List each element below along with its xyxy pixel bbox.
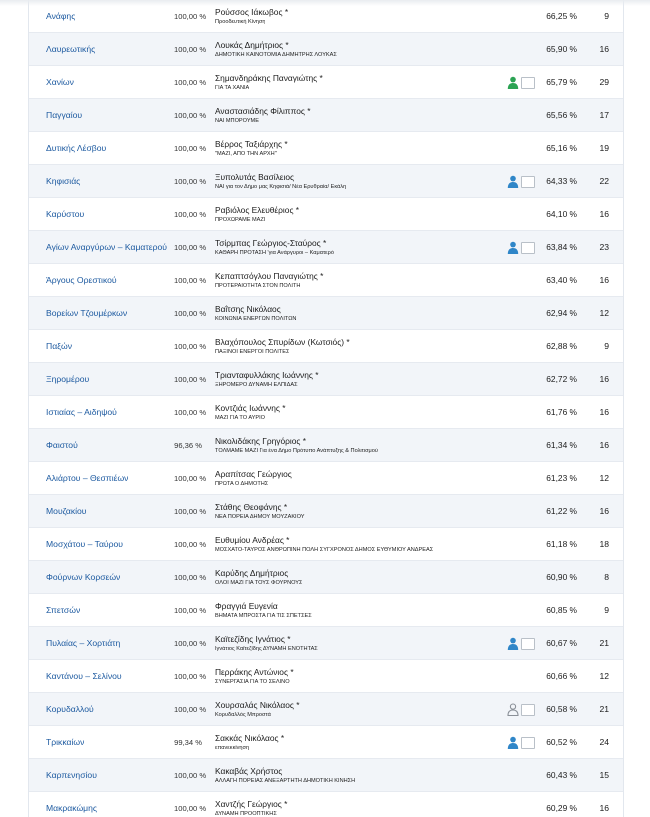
counted-percent: 100,00 % — [174, 408, 207, 417]
table-row — [29, 594, 623, 627]
table-row — [29, 264, 623, 297]
status-indicator — [507, 736, 535, 749]
seats-count: 12 — [599, 473, 609, 483]
seats-count: 24 — [599, 737, 609, 747]
vote-percent: 60,43 % — [546, 770, 577, 780]
counted-percent: 100,00 % — [174, 573, 207, 582]
blue-person-icon — [507, 175, 519, 188]
party-name: ΠΡΟΧΩΡΑΜΕ ΜΑΖΙ — [215, 217, 266, 223]
municipality-link[interactable]: Τρικκαίων — [46, 737, 85, 747]
table-row — [29, 132, 623, 165]
gray-person-icon — [507, 703, 519, 716]
candidate-name: Κεπαπτσόγλου Παναγιώτης * — [215, 271, 324, 281]
vote-percent: 60,52 % — [546, 737, 577, 747]
checkbox[interactable] — [521, 176, 535, 188]
counted-percent: 100,00 % — [174, 111, 207, 120]
table-row — [29, 396, 623, 429]
counted-percent: 100,00 % — [174, 771, 207, 780]
municipality-link[interactable]: Καρπενησίου — [46, 770, 97, 780]
counted-percent: 100,00 % — [174, 375, 207, 384]
candidate-name: Λουκάς Δημήτριος * — [215, 40, 289, 50]
seats-count: 16 — [599, 374, 609, 384]
municipality-link[interactable]: Κορυδαλλού — [46, 704, 94, 714]
candidate-name: Ρούσσος Ιάκωβος * — [215, 7, 289, 17]
seats-count: 8 — [604, 572, 609, 582]
table-row — [29, 363, 623, 396]
table-row — [29, 693, 623, 726]
seats-count: 17 — [599, 110, 609, 120]
party-name: ΠΡΩΤΑ Ο ΔΗΜΟΤΗΣ — [215, 481, 269, 487]
table-row — [29, 561, 623, 594]
checkbox[interactable] — [521, 77, 535, 89]
vote-percent: 60,67 % — [546, 638, 577, 648]
status-indicator — [507, 703, 535, 716]
seats-count: 15 — [599, 770, 609, 780]
municipality-link[interactable]: Καρύστου — [46, 209, 85, 219]
vote-percent: 61,23 % — [546, 473, 577, 483]
candidate-name: Αναστασιάδης Φίλιππος * — [215, 106, 311, 116]
party-name: ΔΥΝΑΜΗ ΠΡΟΟΠΤΙΚΗΣ — [215, 811, 277, 817]
table-row — [29, 528, 623, 561]
candidate-name: Τσίρμπας Γεώργιος-Σταύρος * — [215, 238, 327, 248]
seats-count: 19 — [599, 143, 609, 153]
table-row — [29, 165, 623, 198]
vote-percent: 61,18 % — [546, 539, 577, 549]
counted-percent: 96,36 % — [174, 441, 202, 450]
vote-percent: 60,29 % — [546, 803, 577, 813]
candidate-name: Ευθυμίου Ανδρέας * — [215, 535, 290, 545]
party-name: Ιγνάτιος Καϊτεζίδης ΔΥΝΑΜΗ ΕΝΟΤΗΤΑΣ — [215, 646, 318, 652]
vote-percent: 63,84 % — [546, 242, 577, 252]
blue-person-icon — [507, 241, 519, 254]
candidate-name: Τριανταφυλλάκης Ιωάννης * — [215, 370, 319, 380]
table-row — [29, 330, 623, 363]
municipality-link[interactable]: Ιστιαίας – Αιδηψού — [46, 407, 117, 417]
party-name: ΣΥΝΕΡΓΑΣΙΑ ΓΙΑ ΤΟ ΣΕΛΙΝΟ — [215, 679, 290, 685]
table-row — [29, 627, 623, 660]
seats-count: 12 — [599, 671, 609, 681]
municipality-link[interactable]: Βορείων Τζουμέρκων — [46, 308, 128, 318]
municipality-link[interactable]: Φαιστού — [46, 440, 78, 450]
candidate-name: Βέρρος Ταξιάρχης * — [215, 139, 288, 149]
checkbox[interactable] — [521, 737, 535, 749]
table-row — [29, 759, 623, 792]
blue-person-icon — [507, 736, 519, 749]
seats-count: 16 — [599, 440, 609, 450]
seats-count: 16 — [599, 209, 609, 219]
table-row — [29, 462, 623, 495]
green-person-icon — [507, 76, 519, 89]
table-row — [29, 660, 623, 693]
vote-percent: 65,79 % — [546, 77, 577, 87]
party-name: ΟΛΟΙ ΜΑΖΙ ΓΙΑ ΤΟΥΣ ΦΟΥΡΝΟΥΣ — [215, 580, 303, 586]
table-row — [29, 231, 623, 264]
blue-person-icon — [507, 637, 519, 650]
status-indicator — [507, 175, 535, 188]
counted-percent: 100,00 % — [174, 639, 207, 648]
counted-percent: 100,00 % — [174, 276, 207, 285]
seats-count: 22 — [599, 176, 609, 186]
party-name: ΒΗΜΑΤΑ ΜΠΡΟΣΤΑ ΓΙΑ ΤΙΣ ΣΠΕΤΣΕΣ — [215, 613, 312, 619]
table-row — [29, 297, 623, 330]
status-indicator — [507, 241, 535, 254]
municipality-link[interactable]: Άργους Ορεστικού — [46, 275, 117, 285]
vote-percent: 65,56 % — [546, 110, 577, 120]
party-name: ΠΡΟΤΕΡΑΙΟΤΗΤΑ ΣΤΟΝ ΠΟΛΙΤΗ — [215, 283, 301, 289]
municipality-link[interactable]: Δυτικής Λέσβου — [46, 143, 107, 153]
status-indicator — [507, 637, 535, 650]
vote-percent: 62,88 % — [546, 341, 577, 351]
candidate-name: Ραβιόλος Ελευθέριος * — [215, 205, 300, 215]
seats-count: 16 — [599, 407, 609, 417]
candidate-name: Νικολιδάκης Γρηγόριος * — [215, 436, 307, 446]
vote-percent: 62,72 % — [546, 374, 577, 384]
party-name: ΚΑΘΑΡΗ ΠΡΟΤΑΣΗ 'για Ανάργυροι – Καματερό — [215, 250, 334, 256]
counted-percent: 100,00 % — [174, 12, 207, 21]
candidate-name: Χαντζής Γεώργιος * — [215, 799, 288, 809]
party-name: ΜΟΣΧΑΤΟ-ΤΑΥΡΟΣ ΑΝΘΡΩΠΙΝΗ ΠΟΛΗ ΣΥΓΧΡΟΝΟΣ ΔΗΜΟΣ ΕΥΘΥΜΙΟΥ ΑΝΔΡΕΑΣ — [215, 547, 434, 553]
municipality-link[interactable]: Καντάνου – Σελίνου — [46, 671, 122, 681]
counted-percent: 100,00 % — [174, 243, 207, 252]
checkbox[interactable] — [521, 638, 535, 650]
party-name: ΝΑΙ ΜΠΟΡΟΥΜΕ — [215, 118, 259, 124]
seats-count: 21 — [599, 638, 609, 648]
vote-percent: 60,90 % — [546, 572, 577, 582]
counted-percent: 100,00 % — [174, 309, 207, 318]
candidate-name: Φραγγιά Ευγενία — [215, 601, 278, 611]
municipality-link[interactable]: Φούρνων Κορσεών — [46, 572, 121, 582]
checkbox[interactable] — [521, 242, 535, 254]
vote-percent: 65,90 % — [546, 44, 577, 54]
candidate-name: Καϊτεζίδης Ιγνάτιος * — [215, 634, 291, 644]
counted-percent: 100,00 % — [174, 507, 207, 516]
party-name: ΞΗΡΟΜΕΡΟ ΔΥΝΑΜΗ ΕΛΠΙΔΑΣ — [215, 382, 298, 388]
municipality-link[interactable]: Μοσχάτου – Ταύρου — [46, 539, 123, 549]
table-row — [29, 198, 623, 231]
counted-percent: 100,00 % — [174, 804, 207, 813]
candidate-name: Βαΐτσης Νικόλαος — [215, 304, 281, 314]
top-shadow — [0, 0, 650, 6]
seats-count: 18 — [599, 539, 609, 549]
candidate-name: Χουρσαλάς Νικόλαος * — [215, 700, 300, 710]
municipality-link[interactable]: Αλιάρτου – Θεσπιέων — [46, 473, 129, 483]
seats-count: 9 — [604, 341, 609, 351]
status-indicator — [507, 76, 535, 89]
vote-percent: 62,94 % — [546, 308, 577, 318]
counted-percent: 100,00 % — [174, 540, 207, 549]
party-name: Προοδευτική Κίνηση — [215, 19, 266, 25]
counted-percent: 99,34 % — [174, 738, 202, 747]
party-name: ΑΛΛΑΓΗ ΠΟΡΕΙΑΣ ΑΝΕΞΑΡΤΗΤΗ ΔΗΜΟΤΙΚΗ ΚΙΝΗΣΗ — [215, 778, 356, 784]
vote-percent: 64,10 % — [546, 209, 577, 219]
vote-percent: 64,33 % — [546, 176, 577, 186]
seats-count: 29 — [599, 77, 609, 87]
candidate-name: Κοντζιάς Ιωάννης * — [215, 403, 286, 413]
party-name: ΓΙΑ ΤΑ ΧΑΝΙΑ — [215, 85, 250, 91]
municipality-link[interactable]: Πυλαίας – Χορτιάτη — [46, 638, 121, 648]
municipality-link[interactable]: Μακρακώμης — [46, 803, 98, 813]
municipality-link[interactable]: Παξών — [46, 341, 73, 351]
counted-percent: 100,00 % — [174, 210, 207, 219]
party-name: ΝΕΑ ΠΟΡΕΙΑ ΔΗΜΟΥ ΜΟΥΖΑΚΙΟΥ — [215, 514, 305, 520]
counted-percent: 100,00 % — [174, 45, 207, 54]
left-margin — [0, 0, 28, 817]
party-name: ΚΟΙΝΩΝΙΑ ΕΝΕΡΓΩΝ ΠΟΛΙΤΩΝ — [215, 316, 297, 322]
vote-percent: 60,66 % — [546, 671, 577, 681]
seats-count: 21 — [599, 704, 609, 714]
vote-percent: 65,16 % — [546, 143, 577, 153]
table-row — [29, 429, 623, 462]
counted-percent: 100,00 % — [174, 144, 207, 153]
party-name: ΝΑΙ για τον Δήμο μας Κηφισιά/ Νέα Ερυθραία/ Εκάλη — [215, 184, 347, 190]
candidate-name: Βλαχόπουλος Σπυρίδων (Κωτσιός) * — [215, 337, 350, 347]
counted-percent: 100,00 % — [174, 606, 207, 615]
party-name: "ΜΑΖΙ, ΑΠΟ ΤΗΝ ΑΡΧΗ" — [215, 151, 277, 157]
candidate-name: Περράκης Αντώνιος * — [215, 667, 294, 677]
candidate-name: Στάθης Θεοφάνης * — [215, 502, 288, 512]
vote-percent: 60,58 % — [546, 704, 577, 714]
candidate-name: Σακκάς Νικόλαος * — [215, 733, 285, 743]
party-name: ΤΟΛΜΑΜΕ ΜΑΖΙ Για ένα Δήμο Πρότυπο Ανάπτυξης & Πολιτισμού — [215, 448, 378, 454]
right-margin — [622, 0, 650, 817]
vote-percent: 61,76 % — [546, 407, 577, 417]
municipality-link[interactable]: Ανάφης — [46, 11, 76, 21]
party-name: ΔΗΜΟΤΙΚΗ ΚΑΙΝΟΤΟΜΙΑ ΔΗΜΗΤΡΗΣ ΛΟΥΚΑΣ — [215, 52, 337, 58]
municipality-link[interactable]: Αγίων Αναργύρων – Καματερού — [46, 242, 167, 252]
municipality-link[interactable]: Σπετσών — [46, 605, 81, 615]
candidate-name: Καρύδης Δημήτριος — [215, 568, 289, 578]
candidate-name: Σημανδηράκης Παναγιώτης * — [215, 73, 323, 83]
vote-percent: 61,34 % — [546, 440, 577, 450]
vote-percent: 60,85 % — [546, 605, 577, 615]
candidate-name: Ξυπολυτάς Βασίλειος — [215, 172, 295, 182]
seats-count: 16 — [599, 803, 609, 813]
counted-percent: 100,00 % — [174, 342, 207, 351]
counted-percent: 100,00 % — [174, 177, 207, 186]
counted-percent: 100,00 % — [174, 705, 207, 714]
municipality-link[interactable]: Χανίων — [46, 77, 74, 87]
seats-count: 12 — [599, 308, 609, 318]
party-name: ΜΑΖΙ ΓΙΑ ΤΟ ΑΥΡΙΟ — [215, 415, 266, 421]
candidate-name: Αραπίτσας Γεώργιος — [215, 469, 292, 479]
municipality-link[interactable]: Λαυρεωτικής — [46, 44, 96, 54]
table-row — [29, 792, 623, 817]
vote-percent: 61,22 % — [546, 506, 577, 516]
seats-count: 9 — [604, 605, 609, 615]
municipality-link[interactable]: Παγγαίου — [46, 110, 83, 120]
seats-count: 9 — [604, 11, 609, 21]
table-row — [29, 495, 623, 528]
counted-percent: 100,00 % — [174, 78, 207, 87]
checkbox[interactable] — [521, 704, 535, 716]
table-row — [29, 33, 623, 66]
party-name: ΠΑΞΙΝΟΙ ΕΝΕΡΓΟΙ ΠΟΛΙΤΕΣ — [215, 349, 290, 355]
counted-percent: 100,00 % — [174, 474, 207, 483]
seats-count: 16 — [599, 44, 609, 54]
candidate-name: Κακαβάς Χρήστος — [215, 766, 283, 776]
party-name: επανεκκίνηση — [215, 745, 250, 751]
party-name: Κορυδαλλός Μπροστά — [215, 712, 271, 718]
seats-count: 23 — [599, 242, 609, 252]
table-row — [29, 99, 623, 132]
vote-percent: 63,40 % — [546, 275, 577, 285]
seats-count: 16 — [599, 275, 609, 285]
seats-count: 16 — [599, 506, 609, 516]
results-table — [28, 0, 624, 817]
municipality-link[interactable]: Μουζακίου — [46, 506, 87, 516]
table-row — [29, 66, 623, 99]
municipality-link[interactable]: Ξηρομέρου — [46, 374, 90, 384]
table-row — [29, 726, 623, 759]
municipality-link[interactable]: Κηφισιάς — [46, 176, 81, 186]
counted-percent: 100,00 % — [174, 672, 207, 681]
vote-percent: 66,25 % — [546, 11, 577, 21]
